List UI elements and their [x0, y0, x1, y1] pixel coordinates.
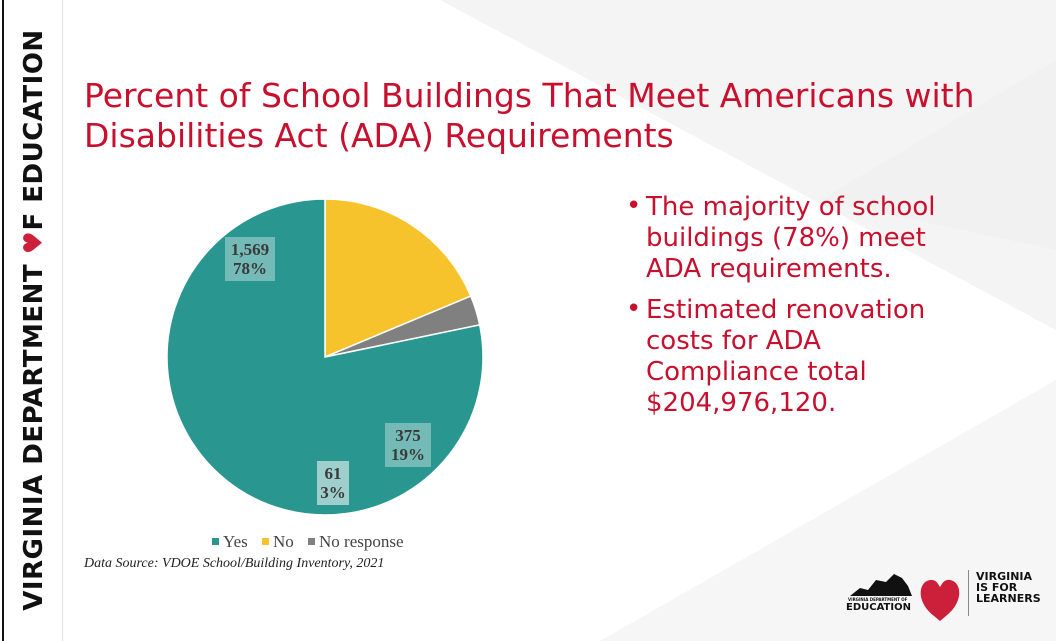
legend-label: Yes: [223, 532, 248, 551]
bullet-text: Estimated renovation costs for ADA Compliance total $204,976,120.: [646, 295, 926, 418]
legend-label: No: [273, 532, 294, 551]
logo-line: IS FOR: [976, 581, 1018, 594]
logo-line: VIRGINIA: [976, 570, 1033, 583]
data-label-no: [391, 426, 425, 464]
data-label-count: 1,569: [230, 240, 270, 259]
virginia-state-icon: [850, 574, 912, 596]
legend-item-no-response: [308, 532, 404, 551]
data-label-count: 375: [395, 426, 421, 445]
legend-swatch: [262, 538, 269, 545]
bullet-item: [624, 192, 974, 285]
legend-item-no: [262, 532, 294, 551]
logo-vdoe-small-text: VIRGINIA DEPARTMENT OF: [848, 597, 908, 602]
logo-divider: [968, 570, 969, 616]
bullet-list: [624, 192, 974, 429]
sidebar-brand-part1: VIRGINIA DEPARTMENT: [19, 254, 49, 611]
heart-logo-icon: [921, 580, 960, 621]
bullet-dot-icon: •: [626, 191, 642, 221]
logo-line: LEARNERS: [976, 592, 1041, 605]
data-label-yes: [231, 240, 269, 278]
data-label-percent: 3%: [320, 483, 346, 502]
page-title: Percent of School Buildings That Meet Americans with Disabilities Act (ADA) Requirements: [84, 76, 975, 155]
legend-swatch: [212, 538, 219, 545]
data-label-percent: 19%: [391, 445, 425, 464]
bullet-dot-icon: •: [626, 294, 642, 324]
logo-vdoe-text: EDUCATION: [846, 602, 911, 613]
bullet-text: The majority of school buildings (78%) meet ADA requirements.: [646, 192, 936, 284]
legend-item-yes: [212, 532, 248, 551]
data-label-count: 61: [324, 464, 342, 483]
chart-legend: [212, 532, 414, 552]
logo-vfl-text: [976, 571, 1041, 604]
data-source: Data Source: VDOE School/Building Inventory, 2021: [84, 556, 385, 571]
footer-logo: [846, 566, 1051, 622]
legend-label: No response: [319, 532, 404, 551]
data-label-percent: 78%: [233, 259, 267, 278]
sidebar-brand-part2: F EDUCATION: [19, 29, 49, 231]
heart-icon: ♥: [19, 230, 49, 255]
bullet-item: [624, 295, 974, 419]
legend-swatch: [308, 538, 315, 545]
